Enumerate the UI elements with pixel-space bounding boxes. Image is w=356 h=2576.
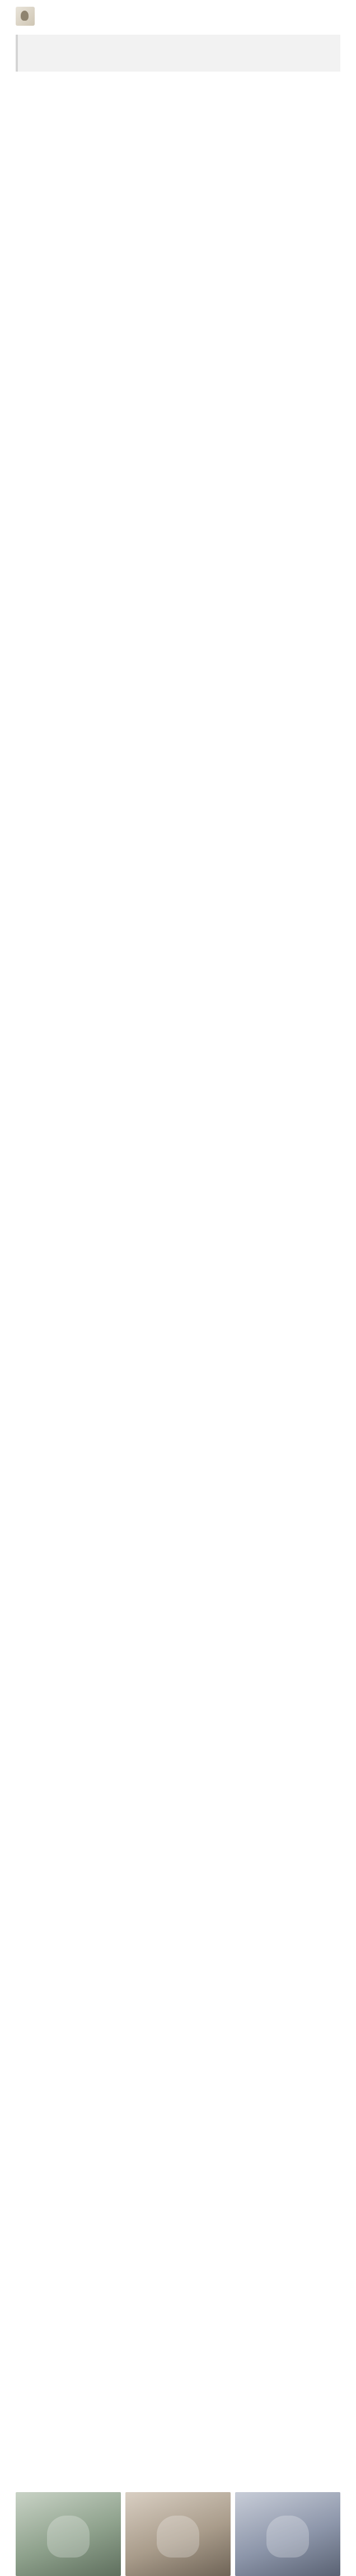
paragraph-2	[16, 242, 340, 758]
intro-quote	[16, 35, 340, 72]
paragraph-13	[16, 2431, 340, 2478]
photo-thumbnail[interactable]	[235, 2492, 340, 2576]
paragraph-3	[16, 773, 340, 1149]
paragraph-6	[16, 1526, 340, 1573]
post-header	[16, 0, 340, 26]
paragraph-9	[16, 1950, 340, 2138]
paragraph-10	[16, 2152, 340, 2199]
photo-thumbnail[interactable]	[125, 2492, 231, 2576]
paragraph-4	[16, 1163, 340, 1304]
avatar[interactable]	[16, 7, 35, 26]
paragraph-12	[16, 2369, 340, 2416]
photo-row	[16, 2492, 340, 2576]
paragraph-8	[16, 1743, 340, 1931]
paragraph-7	[16, 1587, 340, 1728]
paragraph-11	[16, 2214, 340, 2355]
paragraph-1	[16, 86, 340, 227]
photo-thumbnail[interactable]	[16, 2492, 121, 2576]
paragraph-5	[16, 1323, 340, 1511]
